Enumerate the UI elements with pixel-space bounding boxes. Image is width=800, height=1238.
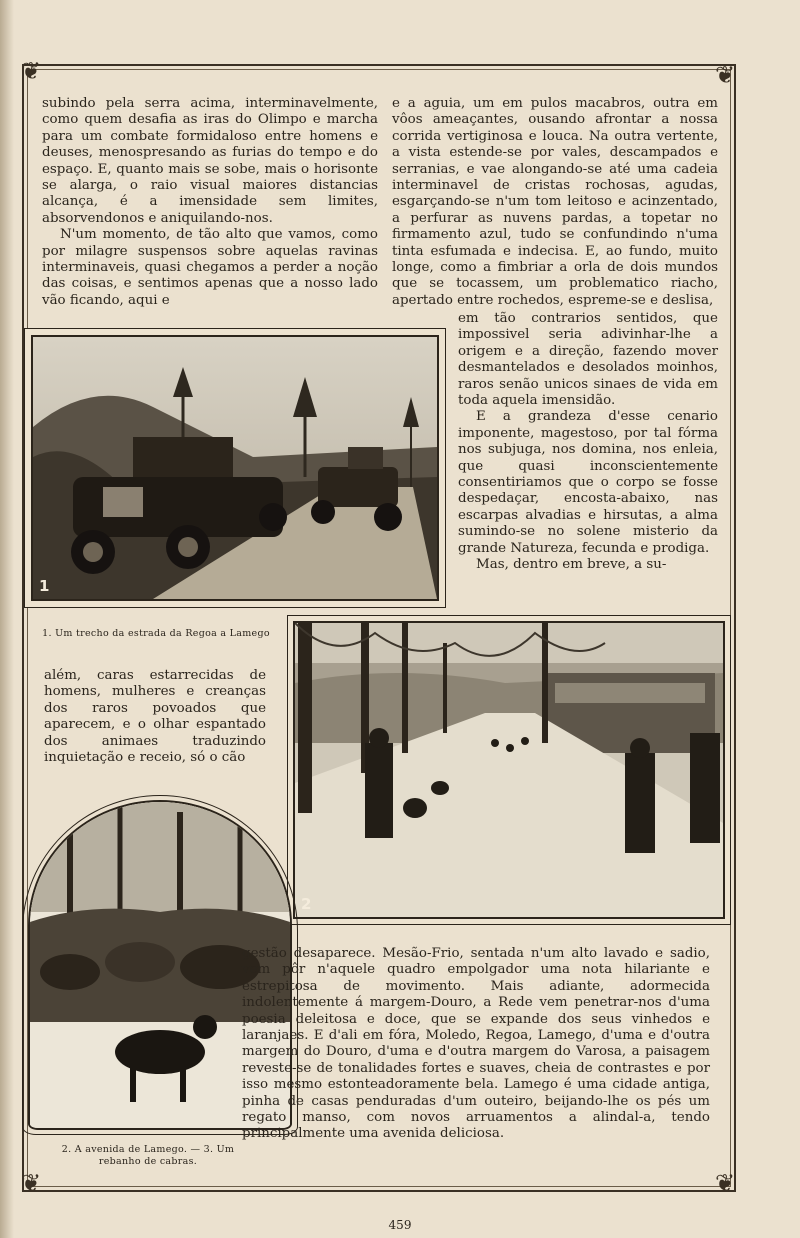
paragraph: gestão desaparece. Mesão-Frio, sentada n'um alto lavado e sadio, vem pôr n'aquele quadro empolgador uma nota hilariante e estrepitosa de movimento. Mais adiante, adormecida indolentemente á margem-Douro, a Rede vem penetrar-nos d'uma poesia deleitosa e doce, que se expande dos seus vinhedos e laranjaes. E d'ali em fóra, Moledo, Regoa, Lamego, d'uma e d'outra margem do Douro, d'uma e d'outra margem do Varosa, a paisagem reveste-se de tonalidades fortes e suaves, cheia de contrastes e por isso mesmo estonteadoramente bela. Lamego é uma cidade antiga, pinha de casas penduradas d'um outeiro, beijando-lhe os pés um regato manso, com novos arruamentos a alindal-a, tendo principalmente uma avenida deliciosa. [242, 946, 710, 1142]
text-column-bottom [242, 946, 710, 1143]
text-column-left-top [42, 96, 378, 309]
text-column-right-top [392, 96, 718, 309]
paragraph: subindo pela serra acima, interminavelmente, como quem desafia as iras do Olimpo e marcha para um combate formidaloso entre homens e deuses, menospresando as furias do tempo e do espaço. E, quanto mais se sobe, mais o horisonte se alarga, o raio visual maiores distancias alcança, é a imensidade sem limites, absorvendonos e aniquilando-nos. [42, 96, 378, 226]
corner-ornament-icon: ❦ [20, 57, 42, 85]
corner-ornament-icon: ❦ [714, 61, 736, 89]
corner-ornament-icon: ❦ [714, 1169, 736, 1197]
text-column-left-mid [44, 668, 266, 766]
photo-avenue-lamego [293, 621, 725, 919]
paragraph: E a grandeza d'esse cenario imponente, magestoso, por tal fórma nos subjuga, nos domina, nos enleia, que quasi inconscientemente consentiriamos que o corpo se fosse despedaçar, encosta-abaixo, nas escarpas alvadias e hirsutas, a alma sumindo-se no solene misterio da grande Natureza, fecunda e prodiga. [458, 409, 718, 556]
caption-photo-1: 1. Um trecho da estrada da Regoa a Lamego [42, 628, 270, 639]
photo-number: 1 [39, 577, 50, 595]
paragraph: além, caras estarrecidas de homens, mulheres e creanças dos raros povoados que aparecem, e o olhar espantado dos animaes traduzindo inquietação e receio, só o cão [44, 668, 266, 766]
photo-number: 2 [301, 895, 312, 913]
page-number: 459 [388, 1218, 412, 1232]
page-edge [0, 0, 14, 1238]
photo-cars-on-road [31, 335, 439, 601]
text-column-right-narrow [458, 311, 718, 574]
paragraph: em tão contrarios sentidos, que impossivel seria adivinhar-lhe a origem e a direção, fazendo mover desmantelados e desolados moinhos, raros senão unicos sinaes de vida em toda aquela imensidão. [458, 311, 718, 409]
caption-photos-2-3: 2. A avenida de Lamego. — 3. Um rebanho de cabras. [61, 1144, 235, 1167]
paragraph: e a aguia, um em pulos macabros, outra em vôos ameaçantes, ousando afrontar a nossa corrida vertiginosa e louca. Na outra vertente, a vista estende-se por vales, descampados e serranias, e vae alongando-se até uma cadeia interminavel de cristas rochosas, agudas, esgarçando-se n'um tom leitoso e acinzentado, a perfurar as nuvens pardas, a topetar no firmamento azul, tudo se confundindo n'uma tinta esfumada e indecisa. E, ao fundo, muito longe, como a fimbriar a orla de dois mundos que se tocassem, um problematico riacho, apertado entre rochedos, espreme-se e deslisa, [392, 96, 718, 308]
corner-ornament-icon: ❦ [20, 1169, 42, 1197]
paragraph: Mas, dentro em breve, a su- [476, 557, 667, 573]
paragraph: N'um momento, de tão alto que vamos, como por milagre suspensos sobre aquelas ravinas interminaveis, quasi chegamos a perder a noção das coisas, e sentimos apenas que a nosso lado vão ficando, aqui e [42, 227, 378, 308]
